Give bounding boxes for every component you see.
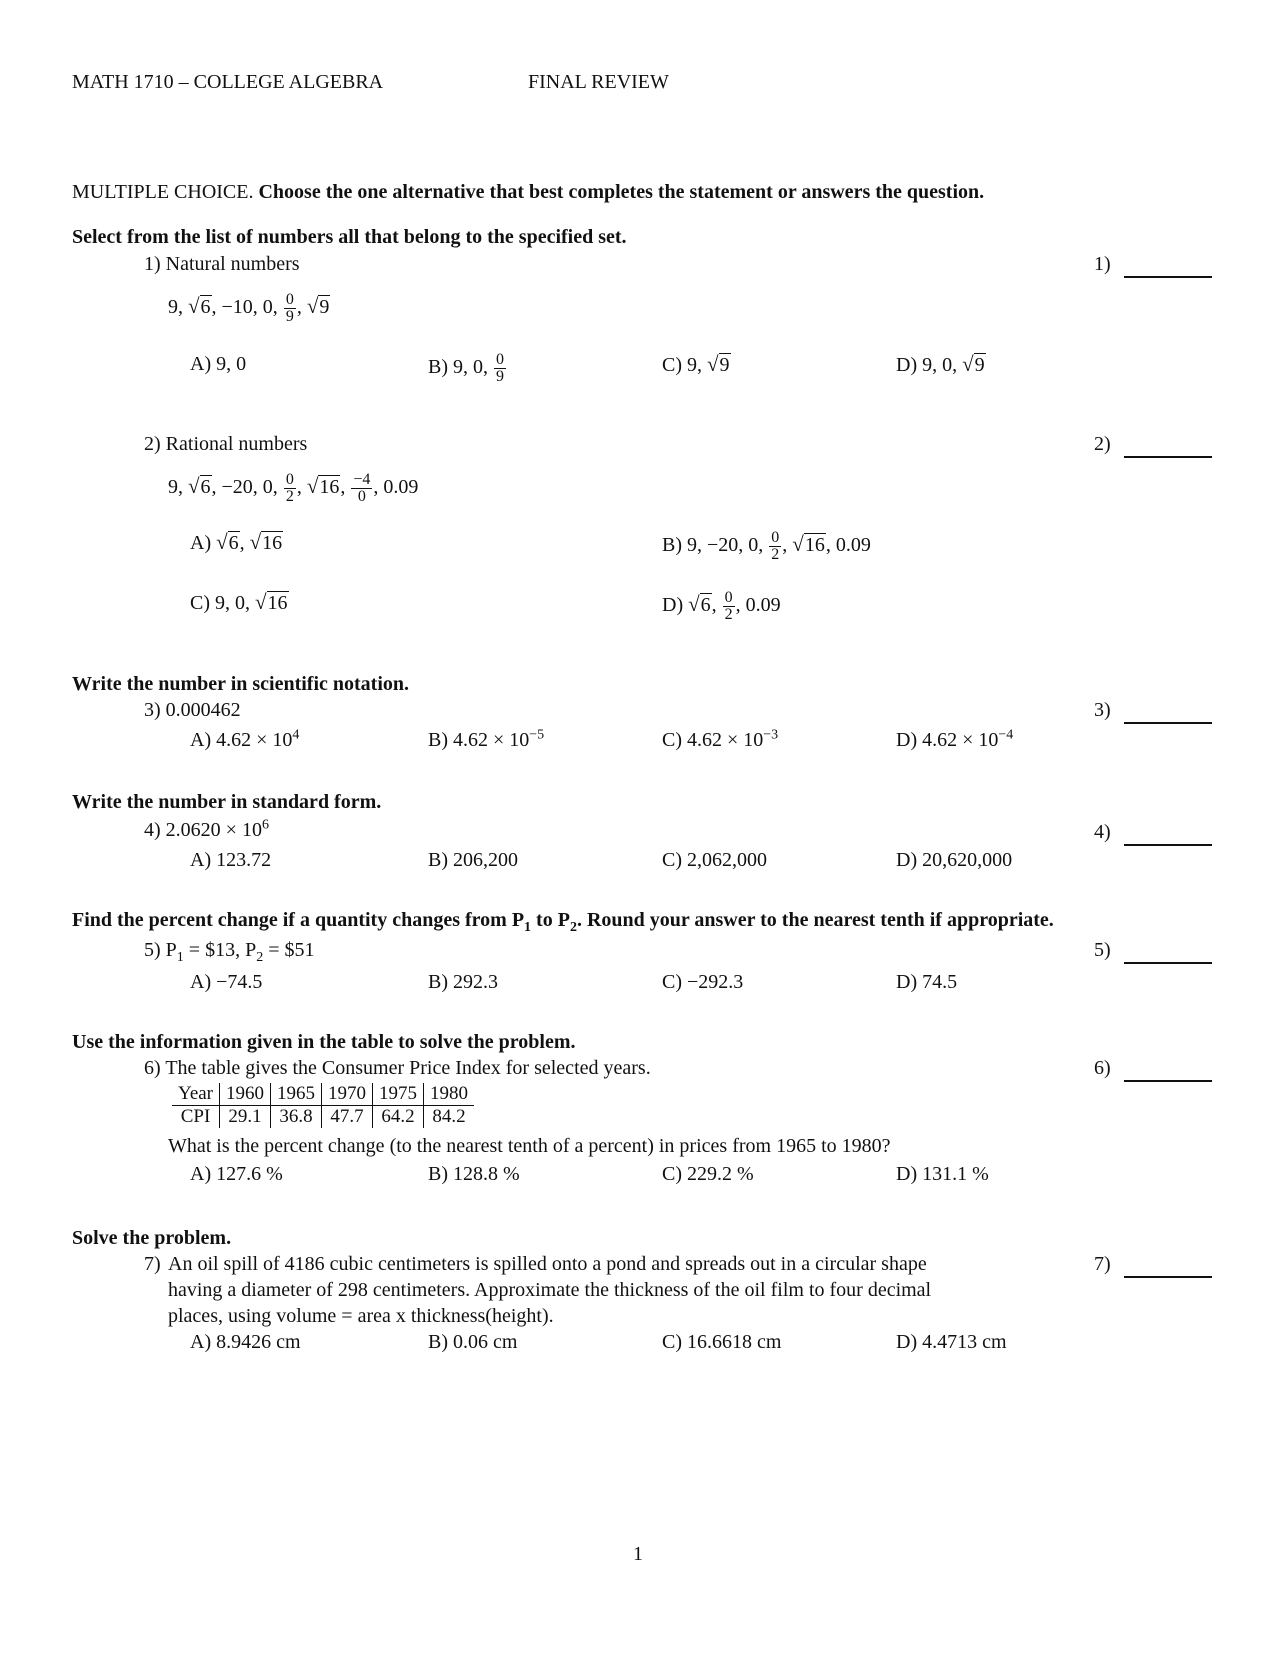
- answer-blank-7[interactable]: [1124, 1276, 1212, 1278]
- sqrt: √9: [306, 294, 330, 319]
- question-2-choice-d[interactable]: D) √6, $\frac{0}{2}$ , 0.09: [662, 589, 781, 623]
- question-6-choice-b[interactable]: B) 128.8 %: [428, 1163, 520, 1185]
- answer-label-5: 5): [1094, 939, 1111, 961]
- sqrt: √16: [792, 532, 825, 557]
- table-cell: 1970: [322, 1083, 373, 1106]
- section-heading-scientific: Write the number in scientific notation.: [72, 673, 410, 695]
- table-cell: 1975: [373, 1083, 424, 1106]
- question-4-choice-a[interactable]: A) 123.72: [190, 849, 272, 871]
- answer-blank-3[interactable]: [1124, 722, 1212, 724]
- question-2-choice-c[interactable]: C) 9, 0, √16: [190, 590, 288, 614]
- question-7-choice-a[interactable]: A) 8.9426 cm: [190, 1331, 301, 1353]
- table-cell: 47.7: [322, 1106, 373, 1129]
- sqrt: √9: [707, 352, 730, 376]
- course-title: MATH 1710 – COLLEGE ALGEBRA: [72, 71, 384, 93]
- sqrt: √16: [306, 474, 340, 499]
- section-heading-sets: Select from the list of numbers all that belong to the specified set.: [72, 226, 627, 248]
- question-7-choice-b[interactable]: B) 0.06 cm: [428, 1331, 518, 1353]
- cpi-table-row-year: [172, 1083, 474, 1106]
- fraction: $\frac{-4}{0}$: [353, 471, 371, 505]
- instructions: [72, 180, 984, 204]
- instructions-text: Choose the one alternative that best completes the statement or answers the question.: [258, 181, 985, 203]
- question-6-question: What is the percent change (to the nearest tenth of a percent) in prices from 1965 to 1980?: [168, 1135, 891, 1157]
- section-heading-table: Use the information given in the table to solve the problem.: [72, 1031, 576, 1053]
- question-6-prompt: [144, 1056, 651, 1080]
- table-cell: CPI: [172, 1106, 220, 1129]
- list-text: 9,: [168, 296, 188, 319]
- question-7-line-3: places, using volume = area x thickness(height).: [168, 1305, 554, 1327]
- answer-label-1: 1): [1094, 253, 1111, 275]
- question-2-number: 2): [144, 433, 161, 455]
- question-4-choice-b[interactable]: B) 206,200: [428, 849, 518, 871]
- answer-blank-2[interactable]: [1124, 456, 1212, 458]
- question-5-choice-c[interactable]: C) −292.3: [662, 971, 744, 993]
- question-1-choice-d[interactable]: D) 9, 0, √9: [896, 352, 985, 376]
- cpi-table: [172, 1083, 474, 1128]
- question-4-prompt: 4) $2.0620 \times 10^6$: [144, 817, 269, 841]
- question-5-choice-a[interactable]: A) −74.5: [190, 971, 263, 993]
- question-6-choice-c[interactable]: C) 229.2 %: [662, 1163, 754, 1185]
- table-cell: 1960: [220, 1083, 271, 1106]
- question-3-prompt: [144, 698, 241, 722]
- question-2-choice-a[interactable]: A) √6, √16: [190, 530, 283, 554]
- answer-label-3: 3): [1094, 699, 1111, 721]
- table-cell: 29.1: [220, 1106, 271, 1129]
- section-heading-percent-change: Find the percent change if a quantity changes from $P_1$ to $P_2$. Round your answer to the nearest tenth if appropriate.: [72, 909, 1054, 935]
- answer-blank-5[interactable]: [1124, 962, 1212, 964]
- question-3-choice-b[interactable]: B) $4.62 \times 10^{-5}$: [428, 727, 545, 751]
- question-1-number: 1): [144, 253, 161, 275]
- sqrt: √6: [216, 530, 239, 554]
- question-6-number: 6): [144, 1057, 161, 1079]
- fraction: $\frac{0}{2}$: [724, 589, 733, 623]
- question-5-prompt: 5) $P_1$ = $13, $P_2$ = $51: [144, 939, 315, 965]
- question-7-number: 7): [144, 1253, 161, 1275]
- question-7-choice-c[interactable]: C) 16.6618 cm: [662, 1331, 782, 1353]
- table-cell: 1965: [271, 1083, 322, 1106]
- answer-blank-1[interactable]: [1124, 276, 1212, 278]
- question-3-choice-a[interactable]: A) $4.62 \times 10^4$: [190, 727, 300, 751]
- table-cell: 84.2: [424, 1106, 475, 1129]
- answer-blank-4[interactable]: [1124, 844, 1212, 846]
- sqrt: √9: [962, 352, 985, 376]
- fraction: $\frac{0}{2}$: [285, 471, 294, 505]
- question-6-choice-d[interactable]: D) 131.1 %: [896, 1163, 989, 1185]
- question-4-choice-d[interactable]: D) 20,620,000: [896, 849, 1013, 871]
- fraction: $\frac{0}{9}$: [496, 351, 504, 385]
- table-cell: 36.8: [271, 1106, 322, 1129]
- question-3-choice-d[interactable]: D) $4.62 \times 10^{-4}$: [896, 727, 1014, 751]
- question-7-line-1: An oil spill of 4186 cubic centimeters is spilled onto a pond and spreads out in a circular shape: [168, 1253, 927, 1275]
- cpi-table-row-cpi: [172, 1106, 474, 1129]
- list-text: , −10, 0,: [211, 296, 283, 319]
- answer-label-4: 4): [1094, 821, 1111, 843]
- answer-label-2: 2): [1094, 433, 1111, 455]
- question-1-choice-b[interactable]: B) 9, 0, $\frac{0}{9}$: [428, 351, 504, 385]
- question-3-choice-c[interactable]: C) $4.62 \times 10^{-3}$: [662, 727, 779, 751]
- question-5-number: 5): [144, 939, 161, 961]
- section-heading-standard-form: Write the number in standard form.: [72, 791, 382, 813]
- table-cell: Year: [178, 1083, 214, 1104]
- question-7-choice-d[interactable]: D) 4.4713 cm: [896, 1331, 1007, 1353]
- sqrt: √6: [188, 294, 211, 319]
- instructions-lead: MULTIPLE CHOICE.: [72, 181, 254, 203]
- question-7-line-2: having a diameter of 298 centimeters. Approximate the thickness of the oil film to four decimal: [168, 1279, 932, 1301]
- answer-label-6: 6): [1094, 1057, 1111, 1079]
- question-2-choice-b[interactable]: B) 9, −20, 0, $\frac{0}{2}$ , √16, 0.09: [662, 529, 871, 563]
- answer-blank-6[interactable]: [1124, 1080, 1212, 1082]
- question-6-text: The table gives the Consumer Price Index for selected years.: [165, 1057, 651, 1079]
- sqrt: √16: [255, 590, 288, 614]
- question-5-choice-b[interactable]: B) 292.3: [428, 971, 498, 993]
- section-heading-solve: Solve the problem.: [72, 1227, 232, 1249]
- document-title: FINAL REVIEW: [528, 71, 669, 93]
- question-1-text: Natural numbers: [165, 253, 300, 275]
- question-3-text: 0.000462: [165, 699, 241, 721]
- sqrt: √6: [688, 592, 711, 617]
- question-1-number-list: [168, 292, 330, 325]
- table-cell: 1980: [424, 1083, 475, 1106]
- question-2-prompt: [144, 432, 307, 456]
- list-text: ,: [296, 296, 307, 319]
- fraction: $\frac{0}{2}$: [771, 529, 780, 563]
- question-3-number: 3): [144, 699, 161, 721]
- table-cell: 64.2: [373, 1106, 424, 1129]
- answer-label-7: 7): [1094, 1253, 1111, 1275]
- question-2-text: Rational numbers: [165, 433, 308, 455]
- question-6-choice-a[interactable]: A) 127.6 %: [190, 1163, 283, 1185]
- sqrt: √6: [188, 474, 211, 499]
- question-2-number-list: 9, √6, −20, 0, $\frac{0}{2}$ , √16, $\frac{-4}{0}$ , 0.09: [168, 471, 419, 505]
- sqrt: √16: [249, 530, 283, 554]
- question-1-prompt: [144, 252, 300, 276]
- question-1-choice-c[interactable]: C) 9, √9: [662, 352, 730, 376]
- fraction: $\frac{0}{9}$: [285, 291, 294, 325]
- question-4-number: 4): [144, 819, 161, 841]
- page-number: 1: [633, 1543, 643, 1565]
- question-5-choice-d[interactable]: D) 74.5: [896, 971, 958, 993]
- question-1-choice-a[interactable]: A) 9, 0: [190, 353, 247, 375]
- question-4-choice-c[interactable]: C) 2,062,000: [662, 849, 767, 871]
